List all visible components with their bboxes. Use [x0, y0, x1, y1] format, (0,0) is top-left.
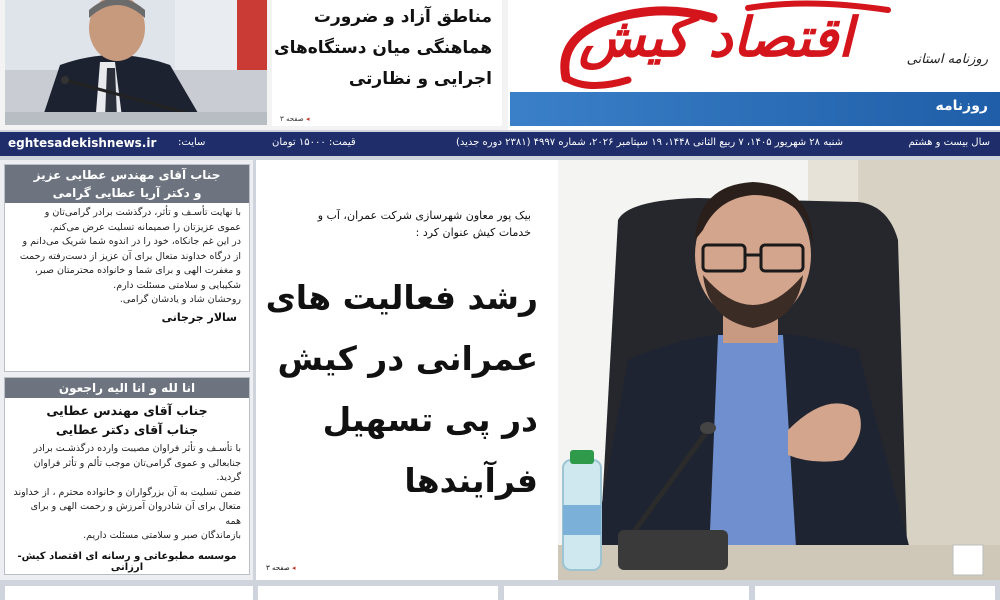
- condolence-2-body: [5, 439, 249, 547]
- condolence-2-footer: موسسه مطبوعاتی و رسانه ای اقتصاد کیش- ارزانی: [17, 550, 237, 573]
- lead-story-headline-line: در پی تسهیل: [322, 400, 538, 439]
- lead-story-headline-line: عمرانی در کیش: [277, 339, 538, 378]
- newspaper-logo: [508, 0, 1000, 92]
- condolence-1-body-line: در این غم جانکاه، خود را در اندوه شما شریک می‌دانم و: [22, 236, 241, 247]
- condolence-2-body-line: ضمن تسلیت به آن بزرگواران و خانواده محترم ، از خداوند: [13, 486, 241, 498]
- condolence-2-body-line: با تأسـف و تأثر فراوان مصیبت وارده درگذشـت برادر: [33, 443, 241, 454]
- top-story-page-ref-text: صفحه ۳: [280, 115, 304, 123]
- lead-story-kicker: [261, 207, 531, 241]
- condolence-card-1[interactable]: [4, 164, 250, 372]
- condolence-1-title-line: و دکتر آریا عطایی گرامی: [52, 186, 202, 200]
- masthead-bar: [510, 92, 1000, 126]
- site-url-link[interactable]: eghtesadekishnews.ir: [8, 136, 157, 150]
- lead-story-kicker-line: بیک پور معاون شهرسازی شرکت عمران، آب و: [317, 209, 531, 222]
- bottom-strip: [0, 582, 1000, 600]
- left-column: [0, 160, 253, 580]
- condolence-1-signature: سالار جرجانی: [161, 310, 237, 324]
- logo-wordmark: اقتصاد کیش: [578, 5, 853, 69]
- condolence-2-recipient: جناب آقای مهندس عطایی: [46, 403, 208, 418]
- lead-story-headline[interactable]: [258, 267, 538, 511]
- top-story-photo[interactable]: [5, 0, 267, 125]
- bottom-tile[interactable]: [258, 586, 498, 600]
- masthead-bar-label: روزنامه: [935, 98, 988, 114]
- lead-story-headline-line: فرآیندها: [404, 461, 538, 500]
- condolence-1-body-line: شکیبایی و سلامتی مسئلت دارم.: [113, 279, 241, 291]
- masthead-subtitle: روزنامه استانی: [906, 52, 988, 67]
- condolence-1-title: [5, 165, 249, 203]
- top-strip: [0, 0, 1000, 130]
- lead-story-text: [256, 160, 556, 580]
- condolence-2-recipient: جناب آقای دکتر عطایی: [55, 422, 199, 437]
- condolence-1-body-line: با نهایت تأسـف و تأثر، درگذشت برادر گرامی‌تان و: [44, 207, 241, 218]
- condolence-1-body: [5, 203, 249, 311]
- official-photo-image: [5, 0, 267, 125]
- condolence-1-title-line: جناب آقای مهندس عطایی عزیز: [33, 168, 221, 182]
- condolence-1-body-line: و مغفرت الهی و برای شما و خانواده محترمتان صبر،: [34, 265, 241, 276]
- lead-story[interactable]: [256, 160, 1000, 580]
- top-story-headline-line: مناطق آزاد و ضرورت: [313, 7, 492, 27]
- condolence-2-body-line: متعال برای آن شادروان آمرزش و رحمت الهی و برای همه: [30, 501, 241, 527]
- site-label: سایت:: [178, 137, 206, 148]
- condolence-1-body-line: از درگاه خداوند متعال برای آن عزیز از دست‌رفته رحمت: [19, 250, 241, 262]
- lead-story-photo[interactable]: [558, 160, 1000, 580]
- top-story-headline-line: اجرایی و نظارتی: [348, 69, 492, 89]
- lead-story-page-ref[interactable]: [266, 564, 296, 572]
- speaker-photo-image: [558, 160, 1000, 580]
- lead-story-page-ref-text: صفحه ۳: [266, 564, 290, 572]
- year-text: سال بیست و هشتم: [908, 137, 990, 148]
- top-story-headline: [274, 2, 492, 95]
- condolence-2-title: انا لله و انا الیه راجعون: [5, 378, 249, 398]
- bottom-tile[interactable]: [504, 586, 749, 600]
- condolence-2-recipients: [5, 398, 249, 439]
- masthead: [508, 0, 1000, 130]
- condolence-1-body-line: عموی عزیزتان را صمیمانه تسلیت عرض می‌کنم.: [49, 221, 241, 233]
- top-story-headline-line: هماهنگی میان دستگاه‌های: [273, 38, 492, 58]
- page-ref-bullet-icon: ◂: [291, 564, 296, 572]
- bottom-tile[interactable]: [755, 586, 995, 600]
- condolence-1-body-line: روحشان شاد و یادشان گرامی.: [119, 294, 241, 305]
- lead-story-kicker-line: خدمات کیش عنوان کرد :: [415, 226, 531, 239]
- info-bar: [0, 132, 1000, 156]
- date-issue-text: شنبه ۲۸ شهریور ۱۴۰۵، ۷ ربیع الثانی ۱۴۴۸، ۱۹ سپتامبر ۲۰۲۶، شماره ۴۹۹۷ (۲۳۸۱ دوره جدید): [456, 137, 843, 148]
- page-ref-bullet-icon: ◂: [305, 115, 310, 123]
- price-text: قیمت: ۱۵۰۰۰ تومان: [272, 137, 356, 148]
- condolence-2-body-line: بازماندگان صبر و سلامتی مسئلت داریم.: [83, 530, 241, 541]
- bottom-tile[interactable]: [5, 586, 253, 600]
- condolence-2-body-line: جنابعالی و عموی گرامی‌تان موجب تألم و تأثر فراوان گردید.: [33, 457, 241, 483]
- condolence-card-2[interactable]: [4, 377, 250, 575]
- lead-story-headline-line: رشد فعالیت های: [265, 278, 538, 317]
- top-story[interactable]: [272, 0, 502, 126]
- top-story-page-ref[interactable]: [280, 115, 310, 123]
